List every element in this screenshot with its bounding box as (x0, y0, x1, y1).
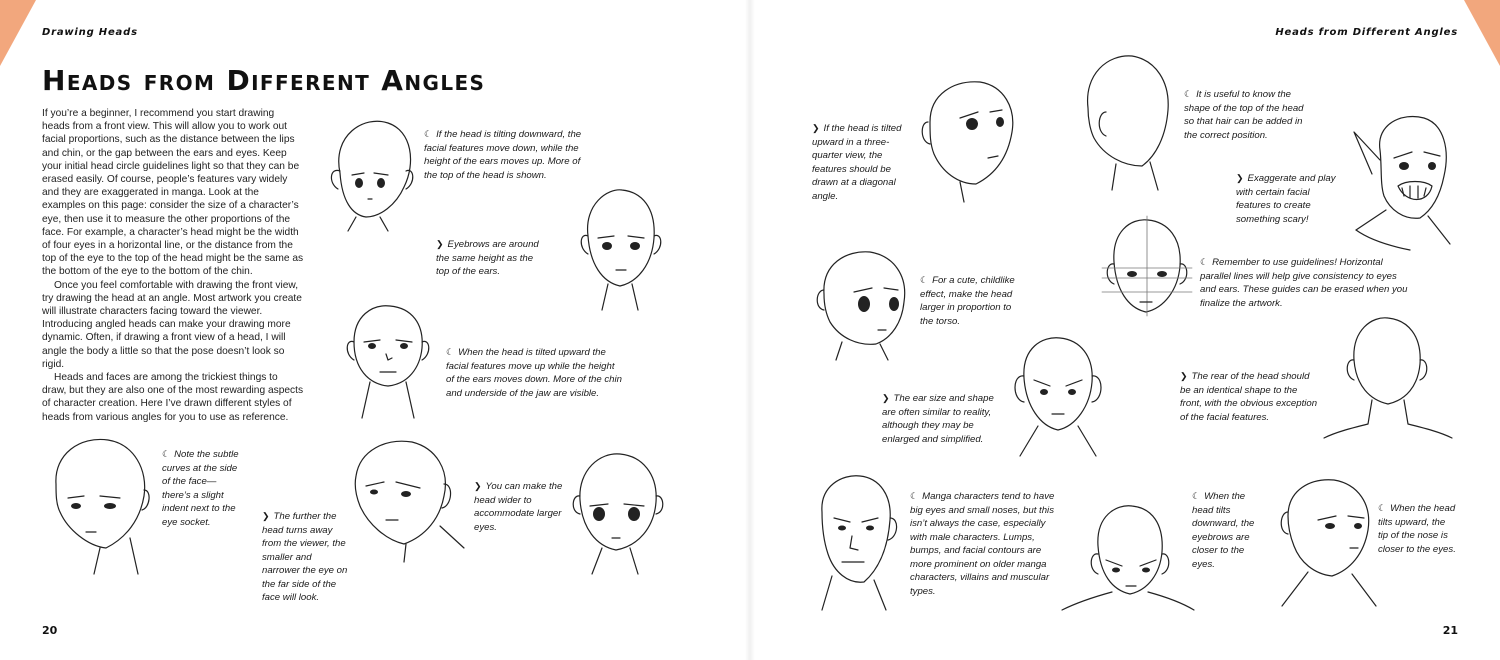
page-title: Heads from Different Angles (42, 64, 486, 97)
head-sketch-three-quarter-up (920, 78, 1020, 202)
intro-text (42, 107, 304, 424)
caption-ear-size: ❯ The ear size and shape are often similar to reality, although they may be enlarged and simplified. (882, 393, 994, 445)
head-sketch-childlike (814, 248, 914, 364)
caption-text: The rear of the head should be an identical shape to the front, with the obvious exception of the facial features. (1180, 371, 1318, 423)
caption-text: You can make the head wider to accommodate larger eyes. (474, 481, 563, 533)
caption-text: Manga characters tend to have big eyes and small noses, but this isn’t always the case, especially with male characters. Lumps, bumps, and facial contours are more prominent on older manga characters, villains and muscular types. (910, 491, 1055, 597)
intro-paragraph: If you’re a beginner, I recommend you start drawing heads from a front view. This will allow you to work out facial proportions, such as the distance between the lips and chin, or the gap between the ears and eyes. Keep your initial head circle guidelines light so that they can be erased easily. Of course, people’s features vary widely and they are exaggerated in manga. Look at the examples on this page: consider the size of a character’s eye, then use it to measure the other proportions of the face. For example, a character’s head might be the width of four eyes in a horizontal line, or the distance from the top of the eye to the top of the head might be the same as the bottom of the eye to the bottom of the chin. (42, 108, 304, 278)
head-sketch-turned-male (346, 436, 470, 566)
caption-text: For a cute, childlike effect, make the head larger in proportion to the torso. (920, 275, 1015, 327)
page-number: 20 (42, 624, 58, 637)
intro-paragraph: Once you feel comfortable with drawing the front view, try drawing the head at an angle. Most artwork you create will illustrate characters facing toward the viewer. Introducing angled heads can make your drawing more dynamic. Often, if drawing a front view of a head, I will angle the body a little so that the pose doesn’t look so rigid. (42, 279, 302, 370)
page-number: 21 (1442, 624, 1458, 637)
head-sketch-rear (1322, 314, 1454, 440)
caption-text: When the head tilts downward, the eyebrows are closer to the eyes. (1192, 491, 1255, 570)
caption-text: If the head is tilting downward, the facial features move down, while the height of the ears moves up. More of the top of the head is shown. (424, 129, 582, 181)
caption-text: It is useful to know the shape of the top of the head so that hair can be added in the correct position. (1184, 89, 1304, 141)
head-sketch-back-top (1076, 52, 1176, 190)
head-sketch-front-female (572, 186, 668, 312)
caption-guidelines: ☾ Remember to use guidelines! Horizontal parallel lines will help give consistency to eyes and ears. These guides can be erased when you finalize the artwork. (1200, 257, 1408, 309)
caption-text: Note the subtle curves at the side of the face—there’s a slight indent next to the eye socket. (162, 449, 239, 528)
caption-childlike: ☾ For a cute, childlike effect, make the head larger in proportion to the torso. (920, 275, 1015, 327)
caption-subtle-curves: ☾ Note the subtle curves at the side of the face—there’s a slight indent next to the eye socket. (162, 449, 239, 528)
caption-manga-noses: ☾ Manga characters tend to have big eyes and small noses, but this isn’t always the case, especially with male characters. Lumps, bumps, and facial contours are more prominent on older manga characters, villains and muscular types. (910, 491, 1055, 597)
head-sketch-older-male (808, 472, 904, 612)
caption-text: The further the head turns away from the viewer, the smaller and narrower the eye on the far side of the face will look. (262, 511, 348, 603)
caption-exaggerate: ❯ Exaggerate and play with certain facial features to create something scary! (1236, 173, 1336, 225)
caption-tilt-down: ☾ If the head is tilting downward, the facial features move down, while the height of the ears moves up. More of the top of the head is shown. (424, 129, 582, 181)
caption-turns-away: ❯ The further the head turns away from the viewer, the smaller and narrower the eye on the far side of the face will look. (262, 511, 348, 603)
head-sketch-tilts-down (1060, 502, 1196, 614)
caption-text: Remember to use guidelines! Horizontal parallel lines will help give consistency to eyes and ears. These guides can be erased when you finalize the artwork. (1200, 257, 1408, 309)
head-sketch-wide-head (568, 450, 666, 574)
intro-paragraph: Heads and faces are among the trickiest things to draw, but they are also one of the most rewarding aspects of character creation. Here I’ve drawn different styles of heads from various angles for you to use as reference. (42, 372, 304, 423)
running-head: Drawing Heads (42, 27, 138, 38)
caption-text: If the head is tilted upward in a three-quarter view, the features should be drawn at a diagonal angle. (812, 123, 902, 202)
caption-tilts-up: ☾ When the head tilts upward, the tip of the nose is closer to the eyes. (1378, 503, 1456, 555)
caption-text: When the head tilts upward, the tip of the nose is closer to the eyes. (1378, 503, 1456, 555)
right-page (750, 0, 1500, 660)
caption-top-shape: ☾ It is useful to know the shape of the top of the head so that hair can be added in the correct position. (1184, 89, 1304, 141)
caption-rear: ❯ The rear of the head should be an identical shape to the front, with the obvious exception of the facial features. (1180, 371, 1318, 423)
corner-accent-left (0, 0, 42, 70)
caption-tilted-upward: ❯ If the head is tilted upward in a three-quarter view, the features should be drawn at a diagonal angle. (812, 123, 902, 202)
head-sketch-three-quarter-left (46, 434, 152, 574)
head-sketch-male-front (1006, 334, 1110, 458)
head-sketch-tilt-down (318, 113, 422, 231)
caption-wider-head: ❯ You can make the head wider to accommodate larger eyes. (474, 481, 563, 533)
caption-tilt-up: ☾ When the head is tilted upward the facial features move up while the height of the ears moves down. More of the chin and underside of the jaw are visible. (446, 347, 622, 399)
head-sketch-tilts-up (1278, 476, 1382, 612)
caption-text: Eyebrows are around the same height as the top of the ears. (436, 239, 539, 277)
head-sketch-tilt-up (338, 302, 438, 420)
head-sketch-scary-creature (1350, 110, 1462, 254)
caption-text: When the head is tilted upward the facial features move up while the height of the ears moves down. More of the chin and underside of the jaw are visible. (446, 347, 622, 399)
caption-text: Exaggerate and play with certain facial features to create something scary! (1236, 173, 1336, 225)
corner-accent-right (1458, 0, 1500, 70)
caption-eyebrows: ❯ Eyebrows are around the same height as the top of the ears. (436, 239, 539, 277)
caption-tilts-down: ☾ When the head tilts downward, the eyebrows are closer to the eyes. (1192, 491, 1255, 570)
caption-text: The ear size and shape are often similar to reality, although they may be enlarged and simplified. (882, 393, 994, 445)
head-sketch-guidelines (1096, 216, 1196, 328)
running-head: Heads from Different Angles (1275, 27, 1458, 38)
